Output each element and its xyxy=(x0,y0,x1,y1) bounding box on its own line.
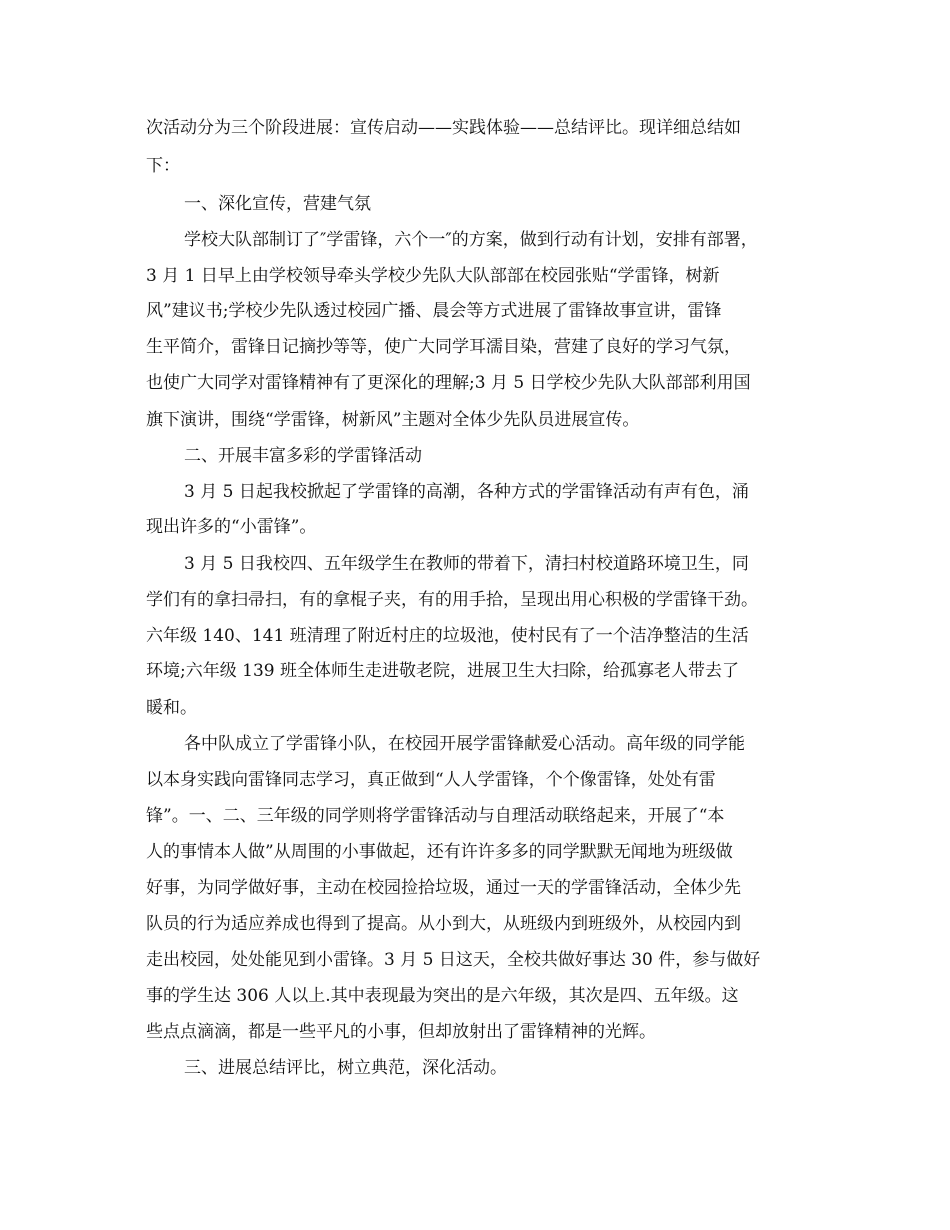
text-line: 各中队成立了学雷锋小队，在校园开展学雷锋献爱心活动。高年级的同学能 xyxy=(184,734,745,754)
text-line: 3 月 1 日早上由学校领导牵头学校少先队大队部部在校园张贴“学雷锋，树新 xyxy=(146,266,720,286)
text-line: 六年级 140、141 班清理了附近村庄的垃圾池，使村民有了一个洁净整洁的生活 xyxy=(146,626,749,646)
text-line: 3 月 5 日我校四、五年级学生在教师的带着下，清扫村校道路环境卫生，同 xyxy=(184,554,749,574)
text-line: 也使广大同学对雷锋精神有了更深化的理解;3 月 5 日学校少先队大队部部利用国 xyxy=(146,373,751,393)
text-line: 以本身实践向雷锋同志学习，真正做到“人人学雷锋，个个像雷锋，处处有雷 xyxy=(146,770,716,790)
text-line: 旗下演讲，围绕“学雷锋，树新风”主题对全体少先队员进展宣传。 xyxy=(146,410,640,430)
text-line: 人的事情本人做”从周围的小事做起，还有许许多多的同学默默无闻地为班级做 xyxy=(146,842,733,862)
text-line: 环境;六年级 139 班全体师生走进敬老院，进展卫生大扫除，给孤寡老人带去了 xyxy=(146,661,739,681)
text-line: 队员的行为适应养成也得到了提高。从小到大，从班级内到班级外，从校园内到 xyxy=(146,914,741,934)
text-line: 风”建议书;学校少先队透过校园广播、晨会等方式进展了雷锋故事宣讲，雷锋 xyxy=(146,301,722,321)
text-line: 学们有的拿扫帚扫，有的拿棍子夹，有的用手拾，呈现出用心积极的学雷锋干劲。 xyxy=(146,590,758,610)
text-line: 生平简介，雷锋日记摘抄等等，使广大同学耳濡目染，营建了良好的学习气氛， xyxy=(146,337,741,357)
section-heading: 三、进展总结评比，树立典范，深化活动。 xyxy=(184,1058,507,1078)
text-line: 些点点滴滴，都是一些平凡的小事，但却放射出了雷锋精神的光辉。 xyxy=(146,1022,656,1042)
text-line: 暖和。 xyxy=(146,698,197,718)
text-line: 好事，为同学做好事，主动在校园捡拾垃圾，通过一天的学雷锋活动，全体少先 xyxy=(146,878,741,898)
text-line: 下： xyxy=(146,156,180,176)
text-line: 走出校园，处处能见到小雷锋。3 月 5 日这天，全校共做好事达 30 件，参与做好 xyxy=(146,950,761,970)
text-line: 现出许多的“小雷锋”。 xyxy=(146,517,317,537)
text-line: 锋”。一、二、三年级的同学则将学雷锋活动与自理活动联络起来，开展了“本 xyxy=(146,806,725,826)
text-line: 3 月 5 日起我校掀起了学雷锋的高潮，各种方式的学雷锋活动有声有色，涌 xyxy=(184,482,749,502)
text-line: 学校大队部制订了″学雷锋，六个一″的方案，做到行动有计划，安排有部署， xyxy=(184,230,758,250)
text-line: 事的学生达 306 人以上.其中表现最为突出的是六年级，其次是四、五年级。这 xyxy=(146,986,739,1006)
text-line: 次活动分为三个阶段进展：宣传启动——实践体验——总结评比。现详细总结如 xyxy=(146,118,741,138)
section-heading: 一、深化宣传，营建气氛 xyxy=(184,194,371,214)
section-heading: 二、开展丰富多彩的学雷锋活动 xyxy=(184,446,422,466)
